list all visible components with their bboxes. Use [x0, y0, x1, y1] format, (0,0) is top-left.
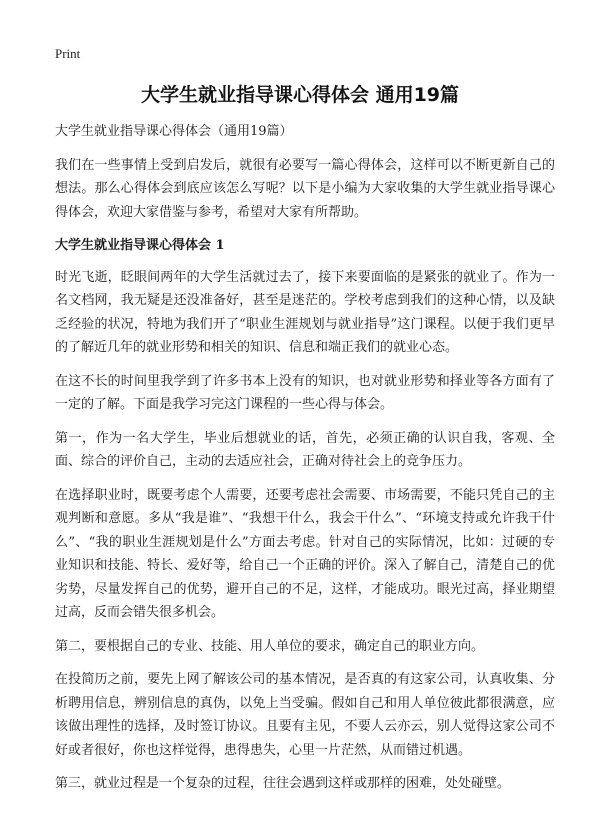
- document-subtitle: 大学生就业指导课心得体会（通用19篇）: [55, 124, 293, 139]
- body-paragraph: 在选择职业时，既要考虑个人需要，还要考虑社会需要、市场需要，不能只凭自己的主观判断和意愿。多从“我是谁”、“我想干什么，我会干什么”、“环境支持或允许我干什么”、“我的职业生涯规划是什么”方面去考虑。针对自己的实际情况，比如：过硬的专业知识和技能、特长、爱好等，给自己一个正确的评价。深入了解自己，清楚自己的优劣势，尽量发挥自己的优势，避开自己的不足，这样，才能成功。眼光过高，择业期望过高，反而会错失很多机会。: [55, 487, 555, 620]
- print-label: Print: [55, 46, 81, 61]
- body-paragraph: 时光飞逝，眨眼间两年的大学生活就过去了，接下来要面临的是紧张的就业了。作为一名文档网，我无疑是还没准备好，甚至是迷茫的。学校考虑到我们的这种心情，以及缺乏经验的状况，特地为我们开了“职业生涯规划与就业指导”这门课程。以便于我们更早的了解近几年的就业形势和相关的知识、信息和端正我们的就业心态。: [55, 269, 555, 355]
- document-body: [55, 120, 555, 806]
- body-paragraph: 第一，作为一名大学生，毕业后想就业的话，首先，必须正确的认识自我，客观、全面、综合的评价自己，主动的去适应社会，正确对待社会上的竞争压力。: [55, 430, 555, 469]
- intro-paragraph: 我们在一些事情上受到启发后，就很有必要写一篇心得体会，这样可以不断更新自己的想法。那么心得体会到底应该怎么写呢？以下是小编为大家收集的大学生就业指导课心得体会，欢迎大家借鉴与参考，希望对大家有所帮助。: [55, 157, 555, 220]
- body-paragraph: 在投简历之前，要先上网了解该公司的基本情况，是否真的有这家公司，认真收集、分析聘用信息，辨别信息的真伪，以免上当受骗。假如自己和用人单位彼此都很满意，应该做出理性的选择，及时签订协议。且要有主见，不要人云亦云，别人觉得这家公司不好或者很好，你也这样觉得，患得患失，心里一片茫然，从而错过机遇。: [55, 672, 555, 758]
- document-title: 大学生就业指导课心得体会 通用19篇: [140, 84, 460, 106]
- section-heading: 大学生就业指导课心得体会 1: [55, 238, 225, 253]
- body-paragraph: 在这不长的时间里我学到了许多书本上没有的知识，也对就业形势和择业等各方面有了一定的了解。下面是我学习完这门课程的一些心得与体会。: [55, 373, 555, 412]
- body-paragraph: 第二，要根据自己的专业、技能、用人单位的要求，确定自己的职业方向。: [55, 638, 485, 654]
- body-paragraph: 第三，就业过程是一个复杂的过程，往往会遇到这样或那样的困难，处处碰壁。: [55, 776, 511, 791]
